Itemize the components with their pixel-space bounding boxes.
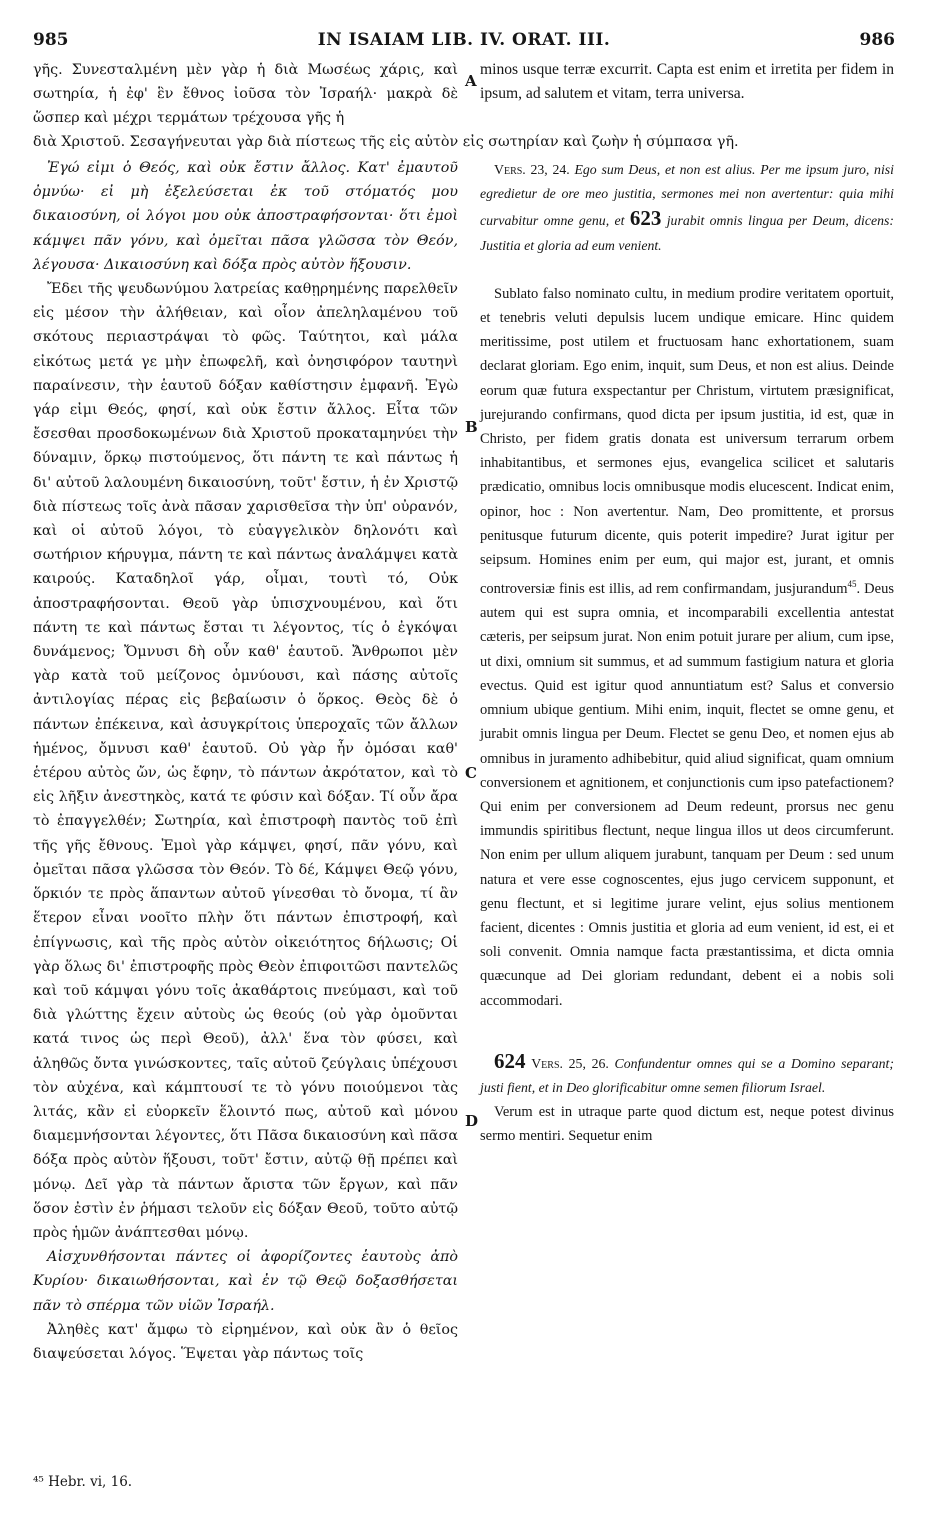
greek-wide-line: διὰ Χριστοῦ. Σεσαγήνευται γὰρ διὰ πίστεως τῆς εἰς αὐτὸν εἰς σωτηρίαν καὶ ζωὴν ἡ σύμπασα γῆ.: [33, 134, 739, 150]
latin-verse-2-text: Confundentur omnes qui se a Domino separant; justi fient, et in Deo glorificabitur omne semen filiorum Israel.: [480, 1055, 894, 1095]
margin-marker-b: B: [465, 418, 478, 436]
left-page-number: 985: [33, 30, 69, 50]
latin-commentary-1-text-a: Sublato falso nominato cultu, in medium prodire veritatem oportuit, et tenebris veluti depulsis lucem undique emicare. Hinc quidem meritissime, post utilem et fructuosam hanc exhortationem, suam declarat gloriam. Ego enim, inquit, sum Deus, et non est alius. Deinde eorum quæ futura exspectantur per Christum, virtutem præsignificat, jurejurando confirmans, quod dicta per ipsum justitia, id est, quæ in Christo, per fidem gratis donata est universum terrarum orbem inhabitantibus, et sermones ejus, evangelica scilicet et salutaris prædicatio, omnibus locis omnibusque modis elucescent. Indicat enim, opinor, hoc : Non avertentur. Nam, Deo promittente, et prorsus penitusque futurum dicente, quis poterit impedire? Jurat igitur per seipsum. Homines enim per eum, qui major est, jurant, et omnis controversiæ finis est illis, ad rem confirmandam, jusjurandum: [480, 285, 894, 598]
latin-verse-1-reference: Vers. 23, 24.: [494, 162, 570, 177]
margin-marker-d: D: [465, 1112, 479, 1130]
latin-column-top: [480, 58, 894, 130]
latin-verse-1-text-b: jurabit omnis lingua per Deum, dicens: Justitia et gloria ad eum venient.: [480, 213, 894, 253]
footnote-reference: 45: [847, 579, 857, 590]
greek-column: [33, 156, 458, 1366]
running-header: [33, 30, 895, 60]
latin-verse-1: [480, 158, 894, 258]
greek-commentary-1: Ἔδει τῆς ψευδωνύμου λατρείας καθῃρημένης παρελθεῖν εἰς μέσον τὴν ἀλήθειαν, καὶ οἷον ἀπεληλαμένου τοῦ σκότους περιαστράψαι τὸ φῶς. Ταύτητοι, καὶ μάλα εἰκότως μετά γε μὴν ἐπωφελῆ, καὶ ὀνησιφόρον ταυτηνὶ παραίνεσιν, τὴν ἑαυτοῦ δόξαν καθίστησιν ἐμφανῆ. Ἐγὼ γάρ εἰμι Θεός, φησί, καὶ οὐκ ἔστιν ἄλλος. Εἶτα τῶν ἔσεσθαι προσδοκωμένων διὰ Χριστοῦ προκαταμηνύει τὴν δύναμιν, ὅρκῳ πιστούμενος, ὅτι πάντη τε καὶ πάντως ἡ δι' αὐτοῦ λαλουμένη δικαιοσύνη, τοῦτ' ἔστιν, ἡ ἐν Χριστῷ διὰ πίστεως τοῖς ἀνὰ πᾶσαν χαρισθεῖσα τὴν ὑπ' οὐρανόν, καὶ οἱ αὐτοῦ λόγοι, τὸ εὐαγγελικὸν δηλονότι καὶ σωτήριον κήρυγμα, πάντη τε καὶ πάντως ἀναλάμψει κατὰ καιρούς. Καταδηλοῖ γάρ, οἶμαι, τουτὶ τό, Οὐκ ἀποστραφήσονται. Θεοῦ γὰρ ὑπισχνουμένου, καὶ ὅτι πάντη τε καὶ πάντως ἔσται τι λέγοντος, τίς ὁ ἐγκόψαι δυνάμενος; Ὄμνυσι δὴ οὖν καθ' ἑαυτοῦ. Ἄνθρωποι μὲν γὰρ κατὰ τοῦ μείζονος ὀμνύουσι, καὶ πάσης αὐτοῖς ἀντιλογίας πέρας εἰς βεβαίωσιν ὁ ὅρκος. Θεὸς δὲ ὁ πάντων ἐπέκεινα, καὶ ἀσυγκρίτοις ὑπεροχαῖς τῶν ἄλλων ἡμένος, ὄμνυσι καθ' ἑαυτοῦ. Οὐ γὰρ ἦν ὀμόσαι καθ' ἑτέρου αὐτὸς ὤν, ὡς ἔφην, τὸ πάντων ἀκρότατον, καὶ τὸ εἰς λῆξιν ἀνεστηκὸς, κατά τε φύσιν καὶ δόξαν. Τί οὖν ἄρα τὸ ἐπαγγελθέν; Σωτηρία, καὶ ἐπιστροφὴ παντὸς τοῦ ἐπὶ τῆς γῆς ἔθνους. Ἐμοὶ γὰρ κάμψει, φησί, πᾶν γόνυ, καὶ ὀμεῖται πᾶσα γλῶσσα τὸν Θεόν. Τὸ δέ, Κάμψει Θεῷ γόνυ, ὅρκιόν τε πρὸς ἅπαντων αὐτοῦ γίνεσθαι τὸ ὄνομα, τί ἂν ἕτερον εἶναι νοοῖτο πλὴν ὅτι πάντων ἐπιστροφή, καὶ ἐπίγνωσις, καὶ τῆς πρὸς αὐτὸν οἰκειότητος δήλωσις; Οἱ γὰρ ὅλως δι' ἐπιστροφῆς πρὸς Θεὸν ἐπιφοιτῶσι παντελῶς καὶ τοῦ κάμψαι γόνυ τοῖς ἀκαθάρτοις πνεύμασι, καὶ τοῦ διὰ γλώττης ἔχειν αὐτοὺς ὡς θεούς (οὐ γὰρ ὀμοῦνται κατά τινος ὡς περὶ Θεοῦ), ἀλλ' ἕνα τὸν φύσει, καὶ ἀληθῶς ὄντα γινώσκοντες, ταῖς αὐτοῦ ζεύγλαις ὑπέχουσι τὸν αὐχένα, καὶ κάμπτουσί τε τὸ γόνυ ποιούμενοι τὰς λιτάς, κἂν εἰ εὐορκεῖν ἕλοιντό πως, αὐτοῦ καὶ μόνου διαμεμνήσονται λέγοντες, ὅτι Πᾶσα δικαιοσύνη καὶ πᾶσα δόξα πρὸς αὐτὸν ἥξουσι, τοῦτ' ἔστιν, αὐτῷ θῇ πρέπει καὶ μόνῳ. Δεῖ γὰρ τὰ πάντων ἄριστα τῶν ἔργων, καὶ πᾶν ὅσον ἐστὶν ἐν ῥήμασι τελοῦν εἰς δόξαν Θεοῦ, τοῦτο αὐτῷ πρὸς ἡμῶν ἀνάπτεσθαι μόνῳ.: [33, 281, 458, 1241]
column-number-624: 624: [494, 1048, 526, 1073]
latin-column: [480, 158, 894, 1149]
latin-top-text: minos usque terræ excurrit. Capta est enim et irretita per fidem in ipsum, ad salutem et vitam, terra universa.: [480, 61, 894, 103]
latin-commentary-1-text-b: . Deus autem qui est supra omnia, et incomparabili excellentia antestat cæteris, per seipsum jurat. Non enim potuit jurare per alium, cum ipse, ut dixi, omnium sit summus, et ad summum fastigium natura et gloria evectus. Quid est igitur quod annuntiatum est? Salus et conversio omnium ubique gentium. Mihi enim, inquit, flectet se omne genu, et jurabit omnis lingua per Deum. Flectet se genu Deo, et nomen ejus ab omnibus in juramento adhibebitur, quid aliud significat, quam omnium conversionem et agnitionem, et conjunctionis cum ipso patefactionem? Qui enim per conversionem ad Deum redeunt, prorsus nec genu immundis spiritibus flectunt, neque lingua illos ut deos circumferunt. Non enim per ullum aliquem jurabunt, tanquam per Deum : sed unum natura et vere esse cognoscentes, ejus jugo cervicem supponunt, et genu flectunt, et si legitime jurare velint, ejus solius mentionem facient, dicentes : Omnis justitia et gloria ad eum venient, id est, ei et soli convenit. Omnia namque facta præstantissima, et dicta omnia quæcunque ad Dei gloriam redundant, debent ei a nobis soli accommodari.: [480, 581, 894, 1009]
greek-top-text: γῆς. Συνεσταλμένη μὲν γὰρ ἡ διὰ Μωσέως χάρις, καὶ σωτηρία, ἡ ἐφ' ἓν ἔθνος ἰοῦσα τὸν Ἰσραήλ· μακρὰ δὲ ὥσπερ καὶ μέχρι τερμάτων τρέχουσα γῆς ἡ: [33, 62, 458, 127]
margin-marker-a: A: [465, 72, 477, 90]
column-number-623: 623: [629, 206, 662, 231]
latin-commentary-2: Verum est in utraque parte quod dictum est, neque potest divinus sermo mentiri. Sequetur enim: [480, 1104, 894, 1145]
latin-verse-1-text-a: Ego sum Deus, et non est alius. Per me ipsum juro, nisi egredietur de ore meo justitia, sermones mei non avertentur: quia mihi curvabitur omne genu, et: [480, 162, 894, 229]
latin-verse-2: [480, 1049, 894, 1100]
margin-marker-c: C: [465, 764, 477, 782]
latin-commentary-1: [480, 282, 894, 1013]
running-title: IN ISAIAM LIB. IV. ORAT. III.: [317, 30, 611, 50]
greek-commentary-2: Ἀληθὲς κατ' ἄμφω τὸ εἰρημένον, καὶ οὐκ ἂν ὁ θεῖος διαψεύσεται λόγος. Ἕψεται γὰρ πάντως τοῖς: [33, 1321, 458, 1362]
greek-verse-1: Ἐγώ εἰμι ὁ Θεός, καὶ οὐκ ἔστιν ἄλλος. Κατ' ἐμαυτοῦ ὀμνύω· εἰ μὴ ἐξελεύσεται ἐκ τοῦ στόματός μου δικαιοσύνη, οἱ λόγοι μου οὐκ ἀποστραφήσονται· ὅτι ἐμοὶ κάμψει πᾶν γόνυ, καὶ ὀμεῖται πᾶσα γλῶσσα τὸν Θεόν, λέγουσα· Δικαιοσύνη καὶ δόξα πρὸς αὐτὸν ἥξουσιν.: [33, 160, 458, 273]
latin-verse-2-reference: Vers. 25, 26.: [531, 1055, 609, 1071]
right-page-number: 986: [859, 30, 895, 50]
greek-verse-2: Αἰσχυνθήσονται πάντες οἱ ἀφορίζοντες ἑαυτοὺς ἀπὸ Κυρίου· δικαιωθήσονται, καὶ ἐν τῷ Θεῷ δοξασθήσεται πᾶν τὸ σπέρμα τῶν υἱῶν Ἰσραήλ.: [33, 1249, 458, 1314]
greek-column-top: [33, 58, 458, 130]
footnote: ⁴⁵ Hebr. vi, 16.: [33, 1474, 133, 1490]
